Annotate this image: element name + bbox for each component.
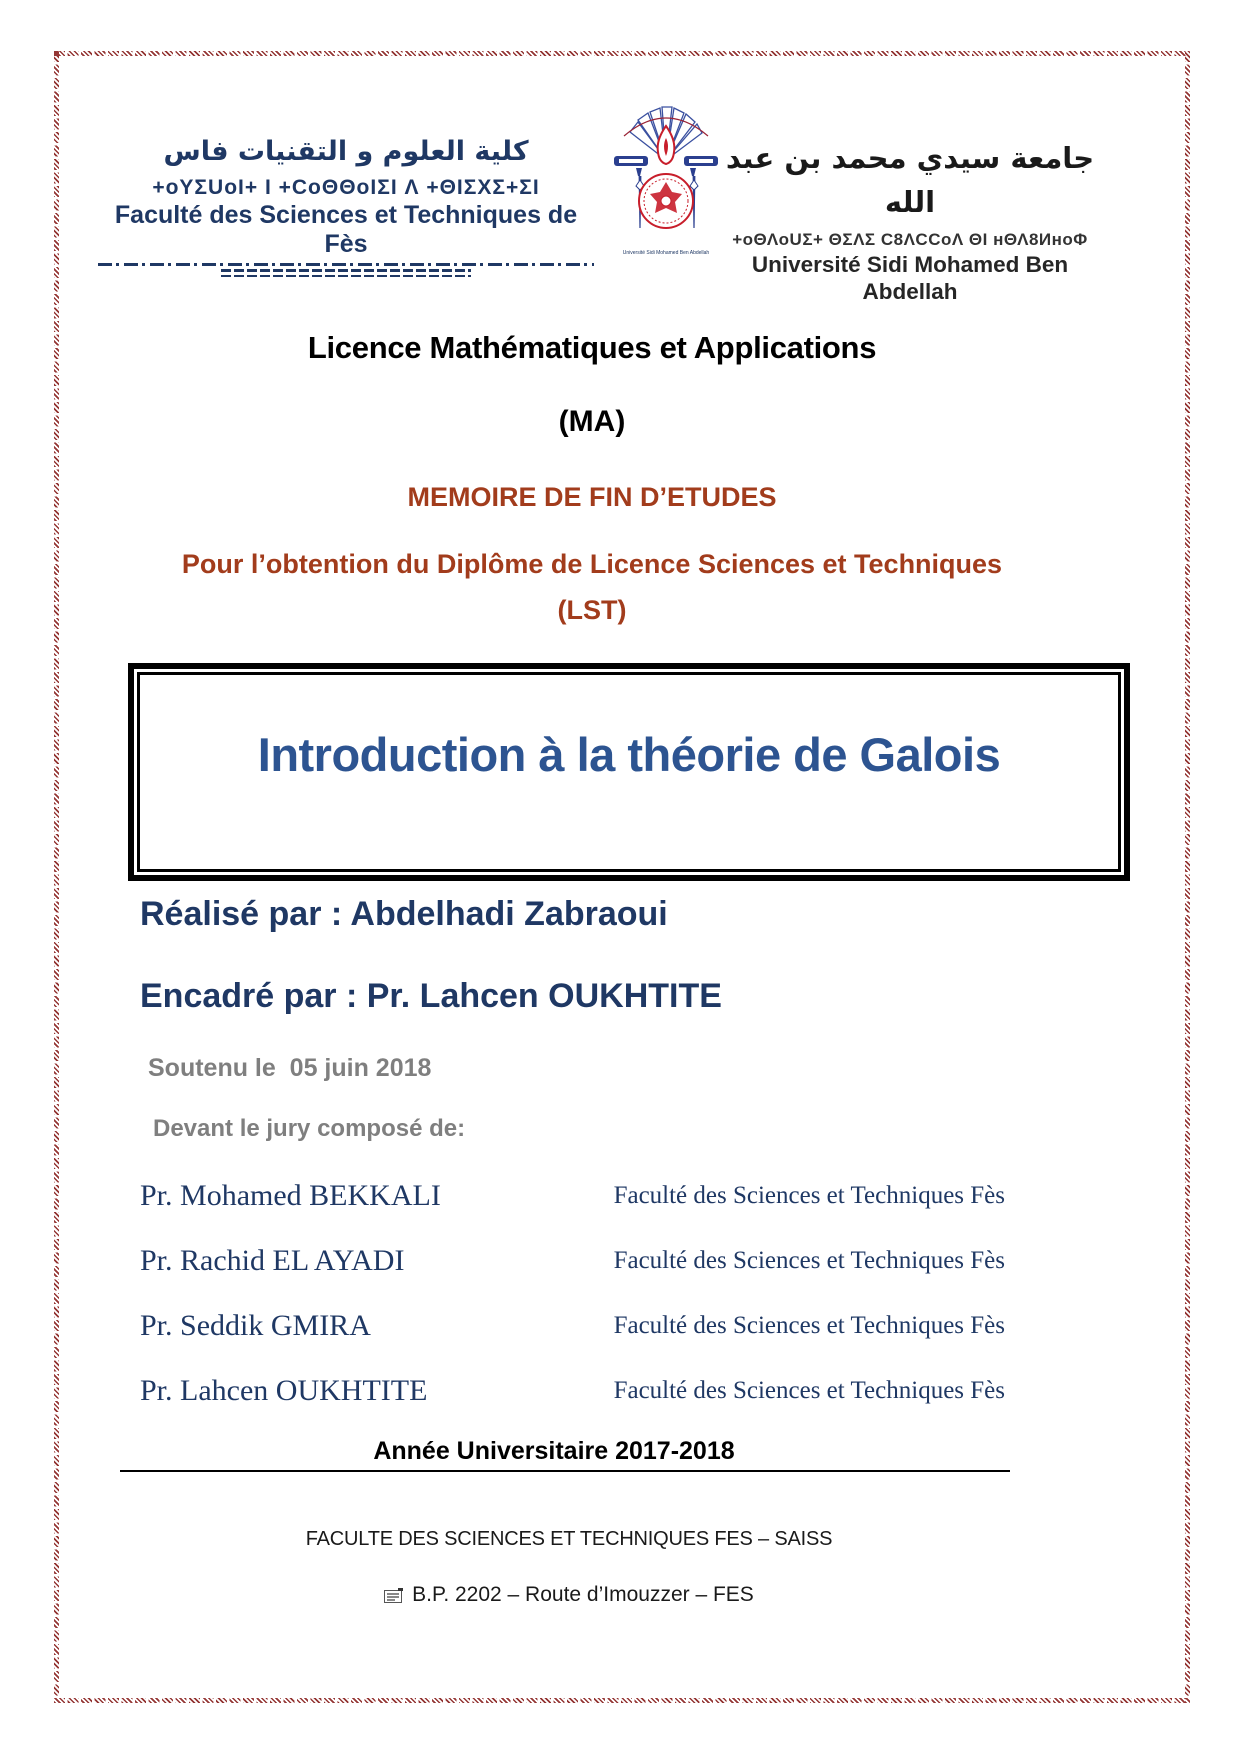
jury-member-name: Pr. Mohamed BEKKALI — [140, 1178, 441, 1212]
dash-dot-divider-short — [221, 269, 471, 272]
jury-member-name: Pr. Rachid EL AYADI — [140, 1243, 405, 1277]
faculty-name-french: Faculté des Sciences et Techniques de Fès — [114, 201, 578, 258]
jury-intro-line: Devant le jury composé de: — [153, 1115, 466, 1142]
purpose-heading: Pour l’obtention du Diplôme de Licence Sciences et Techniques — [181, 549, 1003, 579]
dash-dot-divider-short — [221, 275, 471, 278]
faculty-footer-line: FACULTE DES SCIENCES ET TECHNIQUES FES – SAISS — [305, 1528, 833, 1550]
jury-list — [140, 1163, 1005, 1423]
author-line: Réalisé par : Abdelhadi Zabraoui — [140, 895, 668, 933]
dash-dot-divider — [98, 263, 594, 266]
footer-divider — [120, 1470, 1010, 1472]
program-abbreviation: (MA) — [558, 405, 626, 438]
academic-year: Année Universitaire 2017-2018 — [373, 1437, 735, 1465]
faculty-name-arabic: كلية العلوم و التقنيات فاس — [163, 136, 529, 167]
defense-date-line: Soutenu le 05 juin 2018 — [148, 1054, 432, 1082]
jury-row — [140, 1163, 1005, 1228]
jury-member-affiliation: Faculté des Sciences et Techniques Fès — [613, 1311, 1005, 1339]
university-name-french: Université Sidi Mohamed Ben Abdellah — [751, 252, 1069, 304]
faculty-name-tifinagh: +oYΣUoI+ I +CoΘΘoIΣI Λ +ΘIΣXΣ+ΣI — [152, 176, 540, 199]
jury-row — [140, 1358, 1005, 1423]
page-border-bottom — [54, 1698, 1187, 1703]
thesis-title: Introduction à la théorie de Galois — [257, 728, 1001, 781]
purpose-abbreviation: (LST) — [557, 595, 627, 625]
jury-member-affiliation: Faculté des Sciences et Techniques Fès — [613, 1246, 1005, 1274]
university-logo — [610, 98, 722, 256]
jury-row — [140, 1228, 1005, 1293]
jury-member-name: Pr. Seddik GMIRA — [140, 1308, 371, 1342]
university-name-tifinagh: +oΘΛoUΣ+ ΘΣΛΣ C8ΛCCoΛ ΘI ʜΘΛ8ИʜoΦ — [732, 230, 1088, 249]
faculty-header-block — [98, 132, 594, 277]
page-border-right — [1185, 51, 1190, 1703]
university-name-arabic: جامعة سيدي محمد بن عبد الله — [725, 141, 1095, 219]
thesis-title-box-inner — [137, 672, 1121, 872]
mail-icon — [384, 1588, 404, 1603]
program-title: Licence Mathématiques et Applications — [307, 330, 877, 365]
page-border-top — [54, 51, 1187, 56]
address-text: B.P. 2202 – Route d’Imouzzer – FES — [412, 1583, 754, 1606]
address-line — [54, 1583, 1084, 1607]
university-header-block — [722, 136, 1098, 305]
jury-member-affiliation: Faculté des Sciences et Techniques Fès — [613, 1376, 1005, 1404]
university-emblem-icon — [610, 98, 722, 244]
logo-caption: Université Sidi Mohamed Ben Abdellah — [622, 250, 710, 256]
jury-row — [140, 1293, 1005, 1358]
thesis-title-box — [128, 663, 1130, 881]
supervisor-line: Encadré par : Pr. Lahcen OUKHTITE — [140, 977, 722, 1015]
jury-member-name: Pr. Lahcen OUKHTITE — [140, 1373, 428, 1407]
jury-member-affiliation: Faculté des Sciences et Techniques Fès — [613, 1181, 1005, 1209]
memoire-heading: MEMOIRE DE FIN D’ETUDES — [407, 482, 777, 512]
